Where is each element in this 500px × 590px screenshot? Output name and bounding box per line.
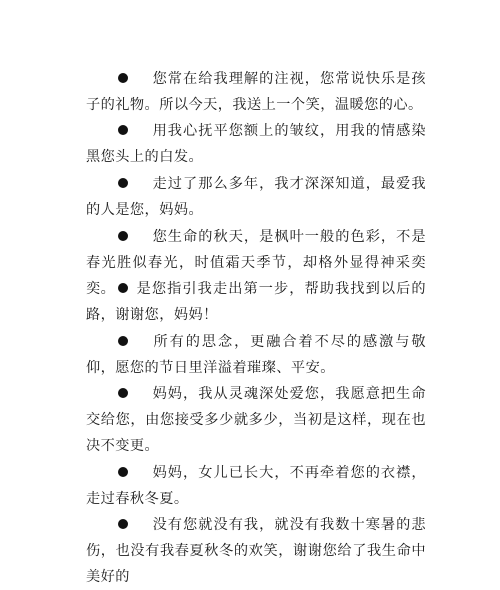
paragraph-8 [86,460,426,512]
paragraph-5 [86,276,426,328]
bullet-icon [118,467,128,477]
paragraph-text: 用我心抚平您额上的皱纹，用我的情感染黑您头上的白发。 [86,123,426,165]
paragraph-text: 是您指引我走出第一步，帮助我找到以后的路，谢谢您，妈妈！ [86,281,426,323]
paragraph-text: 您生命的秋天，是枫叶一般的色彩，不是春光胜似春光，时值霜天季节，却格外显得神采奕奕。 [86,229,426,297]
paragraph-text: 妈妈，女儿已长大，不再牵着您的衣襟，走过春秋冬夏。 [86,465,426,507]
bullet-icon [118,178,128,188]
paragraph-text: 妈妈，我从灵魂深处爱您，我愿意把生命交给您，由您接受多少就多少，当初是这样，现在也决不变更。 [86,386,426,454]
bullet-icon [118,231,128,241]
bullet-icon [118,283,128,293]
bullet-icon [118,519,128,529]
bullet-icon [118,73,128,83]
paragraph-2 [86,118,426,170]
bullet-icon [118,125,128,135]
paragraph-text: 没有您就没有我，就没有我数十寒暑的悲伤，也没有我春夏秋冬的欢笑，谢谢您给了我生命中美好的 [86,517,426,585]
paragraph-7 [86,381,426,459]
paragraph-text: 所有的思念，更融合着不尽的感激与敬仰，愿您的节日里洋溢着璀璨、平安。 [86,334,426,376]
bullet-icon [118,336,128,346]
paragraph-text: 您常在给我理解的注视，您常说快乐是孩子的礼物。所以今天，我送上一个笑，温暖您的心。 [86,71,426,113]
paragraph-6 [86,329,426,381]
paragraph-1 [86,66,426,118]
paragraph-text: 走过了那么多年，我才深深知道，最爱我的人是您，妈妈。 [86,176,426,218]
paragraph-9 [86,512,426,590]
bullet-icon [118,388,128,398]
paragraph-3 [86,171,426,223]
